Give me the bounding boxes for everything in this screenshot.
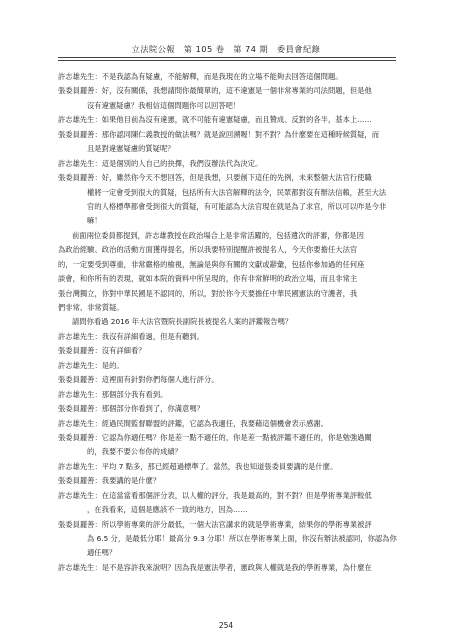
transcript-line: 嘛！	[87, 216, 102, 226]
transcript-line: 前面兩位委員都提到，許志雄教授在政治場合上是非常活躍的，包括遺次的評審，你都是因	[72, 230, 364, 240]
transcript-line: 許志雄先生：在這當當看那個評分表，以人權的評分，我是最高的，對不對？但是學術專業評較低	[58, 490, 372, 500]
transcript-line: 張委員麗善：好，雖然你今天不想回答，但是我想，只要創下這任的先例，未來整個大法官行使職	[58, 173, 372, 183]
transcript-line: 許志雄先生：平均 7 點多，那已經超過標準了。當然，我也知道張委員要講的是什麼。	[58, 461, 338, 471]
transcript-body	[58, 70, 398, 575]
page-header: 立法院公報 第 105 卷 第 74 期 委員會紀錄	[131, 44, 321, 54]
transcript-line: 張委員麗善：所以學術專業的評分最低，一個大法官講求的就是學術專業，結果你的學術專業被評	[58, 519, 372, 529]
transcript-line: 許志雄先生：是的。	[58, 360, 124, 370]
transcript-line: 們非常、非常質疑。	[58, 303, 124, 312]
transcript-line: 許志雄先生：這是個別的人自己的抉擇，我們沒辦法代為決定。	[58, 158, 263, 168]
transcript-line: 權將一定會受到很大的質疑，包括所有大法官解釋的法令，民眾都對沒有辦法信賴，甚至大法	[87, 187, 387, 197]
transcript-line: 的，我要不要公布你的成績？	[87, 447, 182, 457]
transcript-line: 適任嗎？	[87, 548, 117, 558]
transcript-line: 且是對違憲疑慮的質疑呢？	[87, 144, 175, 154]
header-rule	[58, 57, 396, 58]
transcript-line: 張台灣獨立，你對中華民國是不認同的，所以，對於你今天要擔任中華民國憲法的守護者，我	[58, 288, 358, 298]
transcript-line: 許志雄先生：是不是容許我來說明？因為我是憲法學者，憲政與人權就是我的學術專業，為什麼在	[58, 562, 372, 572]
transcript-line: 張委員麗善：那你認同陳仁義教授的做法嗎？就是說回溯喔！對不對？為什麼要在這種時候質疑，而	[58, 129, 380, 139]
transcript-line: 張委員麗善：我要講的是什麼？	[58, 476, 161, 486]
transcript-line: 張委員麗善：它認為你適任嗎？你是差一點不適任的，你是差一點被評鑑不適任的，你是勉強過關	[58, 432, 372, 442]
transcript-line: 為政治經驗、政治的活動方面獲得提名，所以我要特別提醒許被提名人，今天你要擔任大法官	[58, 245, 358, 255]
transcript-line: 官的人格標準都會受到很大的質疑，有可能認為大法官現在就是為了求官，所以可以咋是今非	[87, 201, 387, 211]
transcript-line: 請問你看過 2016 年大法官暨院長副院長被提名人案的評鑑報告嗎？	[72, 317, 293, 327]
transcript-line: 張委員麗善：沒有詳細看？	[58, 346, 146, 356]
transcript-line: 張委員麗善：這裡面有針對你們每個人進行評分。	[58, 375, 219, 385]
transcript-line: 的，一定要受到尊重，非常嚴格的檢視，無論是與你有關的文獻或辭彙，包括你參加過的任何座	[58, 259, 365, 269]
page-number: 254	[218, 621, 234, 630]
transcript-line: 許志雄先生：我沒有詳細看過，但是有聽到。	[58, 331, 204, 341]
transcript-line: 談會，和你所有的表現，就如本院的資料中所呈現的，你有非常鮮明的政治立場，而且非常主	[58, 274, 358, 284]
transcript-line: 許志雄先生：如果他目前為沒有違憲，就不可能有違憲疑慮，而且贊成、反對的各半，基本上……	[58, 115, 372, 125]
transcript-line: 許志雄先生：不是我認為有疑慮，不能解釋，而是我現在的立場不能夠去回答這個問題。	[58, 72, 343, 81]
transcript-line: 許志雄先生：經過民間監督聯盟的評鑑，它認為我適任，我要藉這個機會表示感謝。	[58, 418, 328, 428]
header-rule-secondary	[58, 60, 396, 61]
transcript-line: ，在我看來，這個是應該不一致的地方，因為……	[87, 505, 248, 515]
transcript-line: 沒有違憲疑慮？我相信這個問題你可以回答吧！	[87, 100, 241, 110]
transcript-line: 張委員麗善：那個部分你看到了，你滿意嗎？	[58, 404, 204, 414]
transcript-line: 為 6.5 分，是最低分耶！最高分 9.3 分耶！所以在學術專業上面，你沒有辦法被認同，你認為你	[87, 534, 397, 543]
transcript-line: 許志雄先生：那個部分我有看到。	[58, 389, 168, 399]
transcript-line: 張委員麗善：好，沒有關係，我想請問你最簡單的，這不違憲是一個非常專業的司法問題，但是他	[58, 86, 372, 96]
